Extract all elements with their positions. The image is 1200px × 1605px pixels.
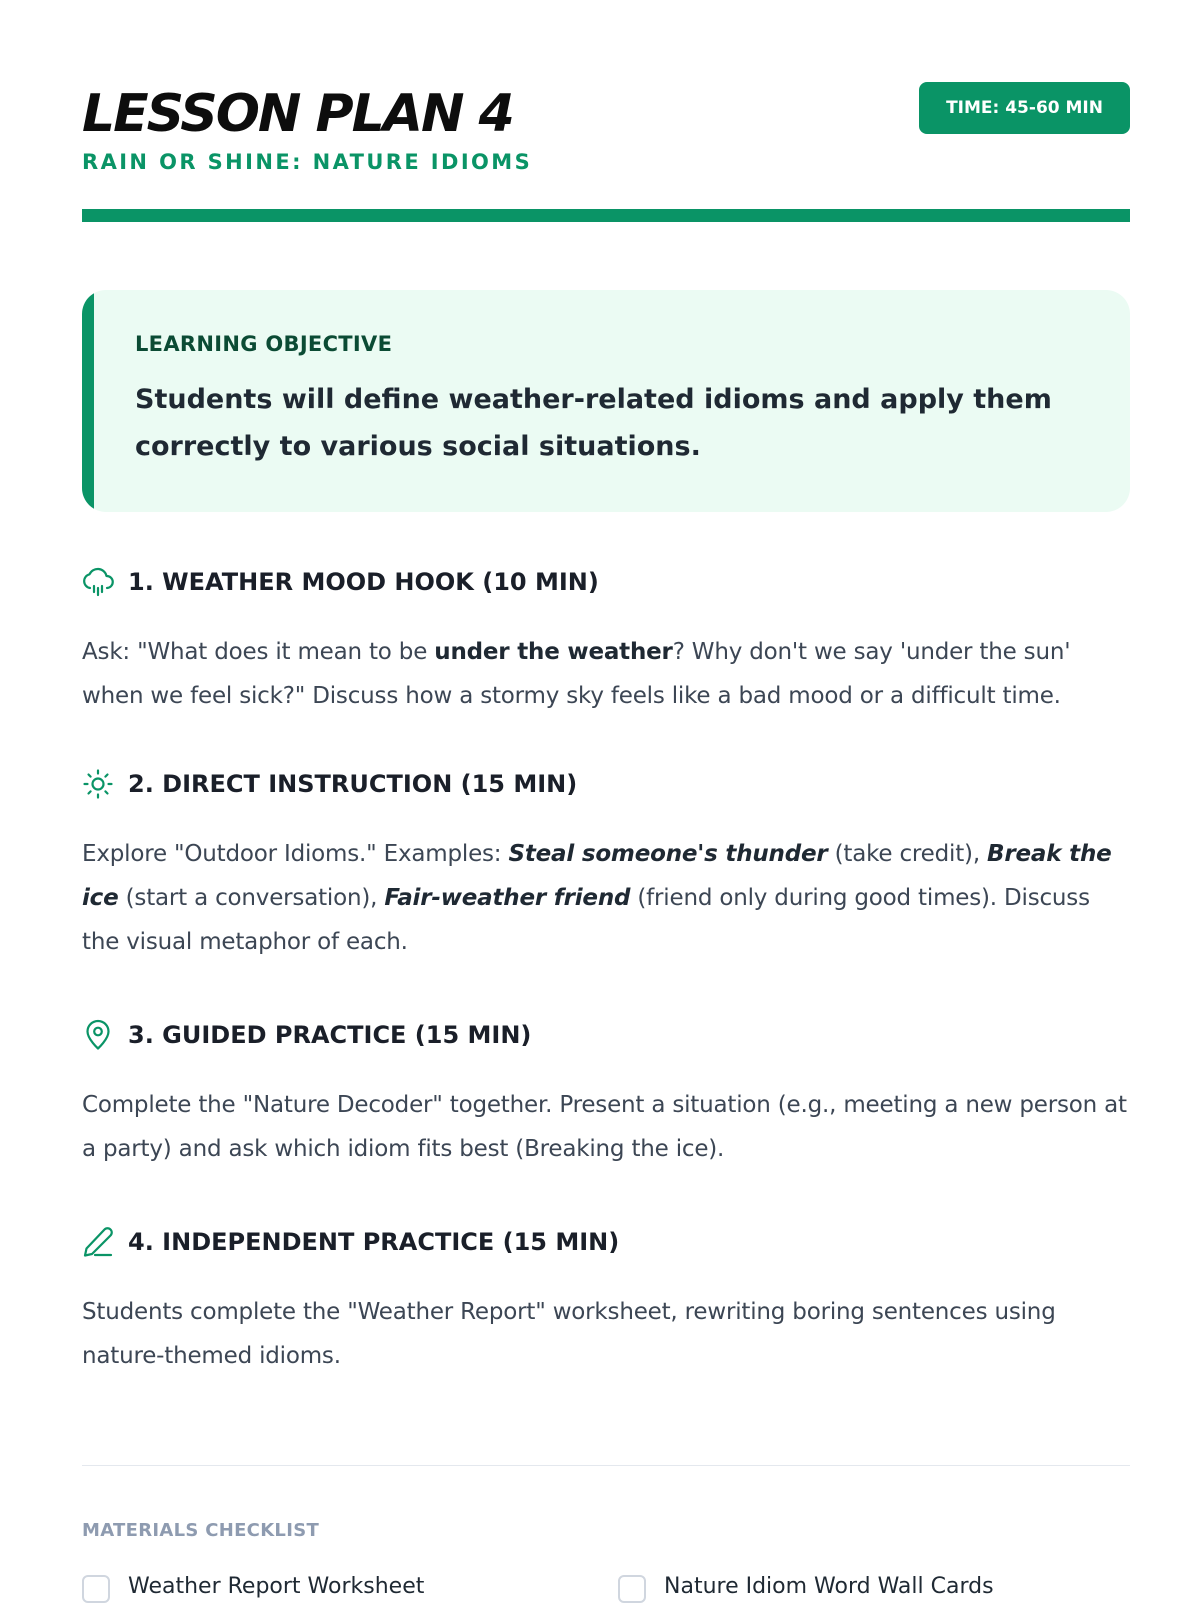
section-body — [82, 630, 1130, 718]
header-divider — [82, 209, 1130, 222]
lesson-header — [82, 0, 1130, 222]
lesson-subtitle: RAIN OR SHINE: NATURE IDIOMS — [82, 150, 533, 174]
material-label: Nature Idiom Word Wall Cards — [664, 1574, 994, 1599]
materials-divider — [82, 1465, 1130, 1466]
map-pin-icon — [82, 1019, 114, 1051]
sun-icon — [82, 768, 114, 800]
body-emphasis: under the weather — [434, 639, 673, 665]
idiom-emphasis: Break the ice — [82, 841, 1112, 911]
body-text: ? Why don't we say 'under the sun' when we feel sick?" Discuss how a stormy sky feels like a bad mood or a difficult time. — [82, 639, 1071, 709]
section-title: 1. WEATHER MOOD HOOK (10 MIN) — [128, 568, 599, 596]
section-title: 2. DIRECT INSTRUCTION (15 MIN) — [128, 770, 578, 798]
objective-label: LEARNING OBJECTIVE — [135, 332, 393, 356]
body-text: Explore "Outdoor Idioms." Examples: — [82, 841, 509, 867]
section-direct-instruction — [82, 764, 1130, 964]
section-guided-practice — [82, 1015, 1130, 1171]
section-independent-practice — [82, 1222, 1130, 1378]
body-text: Complete the "Nature Decoder" together. Present a situation (e.g., meeting a new person at a party) and ask which idiom fits best (Breaking the ice). — [82, 1092, 1127, 1162]
time-badge: TIME: 45-60 MIN — [919, 82, 1130, 134]
checkbox[interactable] — [82, 1575, 110, 1603]
section-body — [82, 1290, 1130, 1378]
section-title: 3. GUIDED PRACTICE (15 MIN) — [128, 1021, 532, 1049]
learning-objective-box — [82, 290, 1130, 512]
body-text: Ask: "What does it mean to be — [82, 639, 435, 665]
section-body — [82, 1083, 1130, 1171]
section-heading — [82, 764, 1130, 804]
section-body — [82, 832, 1130, 964]
pencil-icon — [82, 1226, 114, 1258]
body-text: (start a conversation), — [118, 885, 385, 911]
section-title: 4. INDEPENDENT PRACTICE (15 MIN) — [128, 1228, 620, 1256]
body-text: Students complete the "Weather Report" worksheet, rewriting boring sentences using nature-themed idioms. — [82, 1299, 1056, 1369]
page-title: LESSON PLAN 4 — [82, 84, 513, 144]
body-text: (friend only during good times). Discuss the visual metaphor of each. — [82, 885, 1090, 955]
checkbox[interactable] — [618, 1575, 646, 1603]
material-label: Weather Report Worksheet — [128, 1574, 425, 1599]
objective-text: Students will define weather-related idioms and apply them correctly to various social situations. — [135, 384, 1052, 462]
section-heading — [82, 562, 1130, 602]
section-hook — [82, 562, 1130, 718]
section-heading — [82, 1015, 1130, 1055]
section-heading — [82, 1222, 1130, 1262]
cloud-rain-icon — [82, 566, 114, 598]
body-text: (take credit), — [827, 841, 988, 867]
lesson-plan-page — [82, 0, 1130, 1599]
idiom-emphasis: Steal someone's thunder — [508, 841, 828, 867]
materials-checklist-label: MATERIALS CHECKLIST — [82, 1520, 320, 1541]
idiom-emphasis: Fair-weather friend — [384, 885, 631, 911]
